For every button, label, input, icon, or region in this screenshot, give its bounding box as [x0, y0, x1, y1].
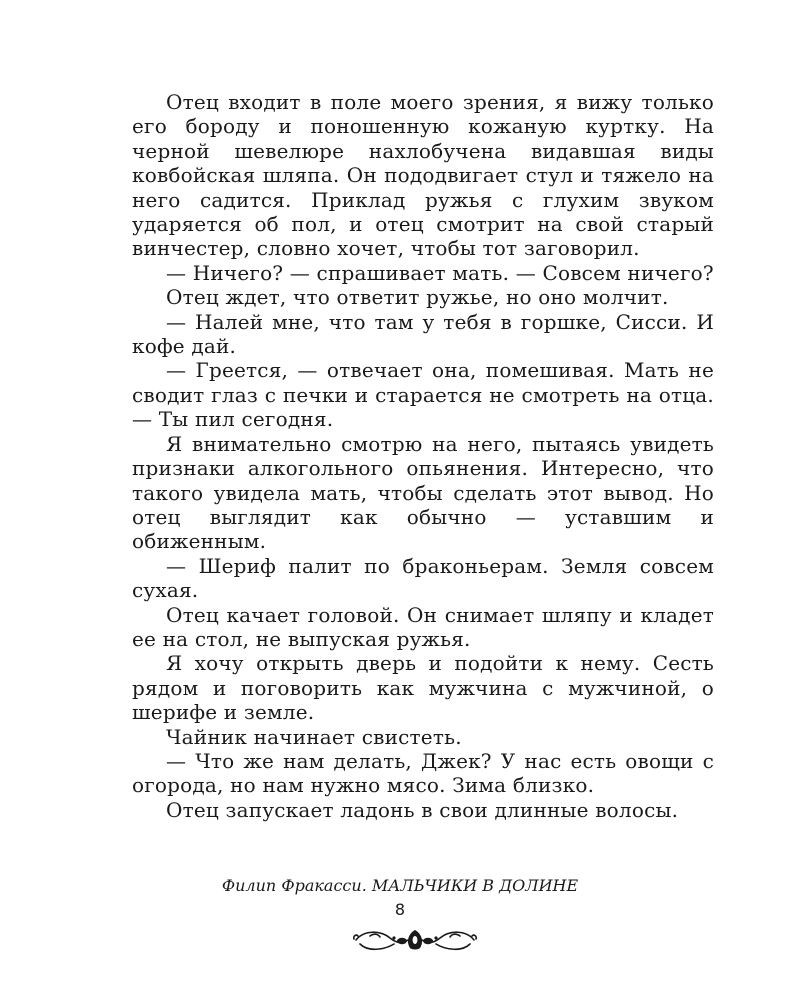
- paragraph-12: Отец запускает ладонь в свои длинные волосы.: [166, 797, 679, 822]
- paragraph-3: Отец ждет, что ответит ружье, но оно молчит.: [166, 285, 669, 310]
- paragraph-9: Я хочу открыть дверь и подойти к нему. Сесть рядом и поговорить как мужчина с мужчиной, о шерифе и земле.: [132, 651, 714, 725]
- page-footer: [0, 876, 800, 920]
- paragraph-10: Чайник начинает свистеть.: [166, 724, 462, 749]
- paragraph-4: — Налей мне, что там у тебя в горшке, Сисси. И кофе дай.: [132, 309, 714, 359]
- paragraph-5: — Греется, — отвечает она, помешивая. Мать не сводит глаз с печки и старается не смотреть на отца. — Ты пил сегодня.: [132, 358, 714, 432]
- paragraph-7: — Шериф палит по браконьерам. Земля совсем сухая.: [132, 553, 714, 603]
- paragraph-11: — Что же нам делать, Джек? У нас есть овощи с огорода, но нам нужно мясо. Зима близко.: [132, 748, 714, 798]
- body-text: [132, 90, 714, 822]
- ornament-flourish-icon: [350, 922, 480, 956]
- paragraph-2: — Ничего? — спрашивает мать. — Совсем ничего?: [166, 260, 714, 285]
- paragraph-1: Отец входит в поле моего зрения, я вижу только его бороду и поношенную кожаную куртку. На черной шевелюре нахлобучена видавшая виды ковбойская шляпа. Он пододвигает стул и тяжело на него садится. Приклад ружья с глухим звуком ударяется об пол, и отец смотрит на свой старый винчестер, словно хочет, чтобы тот заговорил.: [132, 90, 714, 261]
- paragraph-8: Отец качает головой. Он снимает шляпу и кладет ее на стол, не выпуская ружья.: [132, 602, 714, 651]
- paragraph-6: Я внимательно смотрю на него, пытаясь увидеть признаки алкогольного опьянения. Интересно, что такого увидела мать, чтобы сделать этот вывод. Но отец выглядит как обычно — уставшим и обиженным.: [132, 431, 714, 554]
- running-title: Филип Фракасси. МАЛЬЧИКИ В ДОЛИНЕ: [221, 876, 579, 895]
- page-number: 8: [394, 900, 406, 919]
